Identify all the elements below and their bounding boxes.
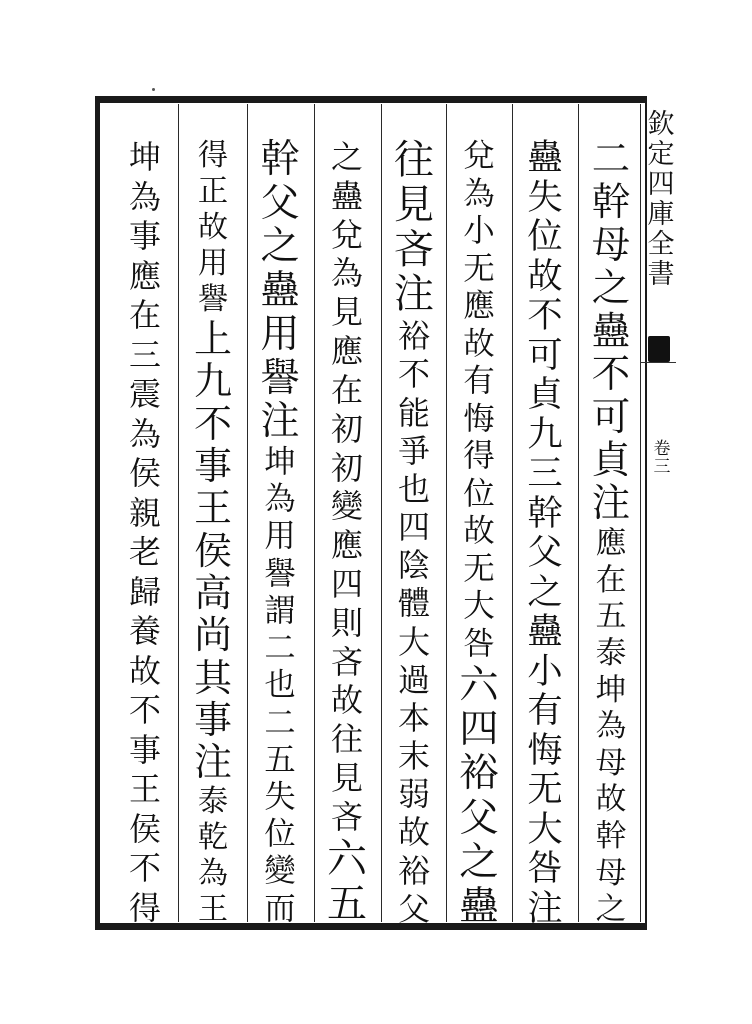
main-text-char: 三 (527, 453, 563, 494)
fishtail-mark (648, 336, 670, 362)
text-column-3 (446, 138, 512, 928)
text-column-7 (180, 138, 246, 928)
annotation-char: 五 (264, 741, 296, 778)
main-text-char: 王 (194, 486, 232, 531)
main-text-char: 注 (591, 481, 631, 527)
text-column-8 (112, 138, 178, 928)
annotation-char: 事 (128, 730, 161, 769)
annotation-char: 為 (128, 177, 161, 216)
annotation-char: 泰 (197, 783, 229, 819)
annotation-char: 侯 (128, 809, 161, 848)
annotation-char: 母 (595, 744, 627, 781)
main-text-char: 二 (591, 137, 631, 182)
volume-label-char: 三 (653, 457, 671, 477)
volume-label (651, 440, 673, 476)
annotation-block (321, 138, 373, 837)
annotation-char: 王 (197, 891, 229, 927)
annotation-char: 歸 (128, 572, 161, 611)
annotation-block (453, 138, 505, 663)
main-text-char: 注 (194, 740, 232, 785)
annotation-char: 應 (330, 526, 363, 565)
annotation-char: 兌 (463, 138, 495, 174)
annotation-block (585, 525, 637, 928)
annotation-char: 應 (595, 525, 627, 562)
annotation-char: 譽 (197, 282, 229, 318)
main-text-char: 故 (527, 255, 563, 297)
book-title-vertical (646, 110, 676, 290)
volume-label-char: 卷 (653, 439, 671, 459)
main-text-char: 四 (459, 706, 499, 753)
main-text-char: 五 (327, 881, 367, 928)
annotation-block (187, 138, 239, 318)
main-text-char: 母 (591, 223, 631, 269)
main-text-char: 蠱 (591, 309, 631, 355)
banxin-title-char: 欽 (647, 109, 675, 140)
annotation-char: 見 (330, 759, 363, 797)
annotation-char: 變 (264, 853, 296, 890)
annotation-char: 弱 (397, 775, 430, 814)
annotation-char: 母 (595, 854, 627, 891)
annotation-char: 而 (264, 890, 296, 927)
annotation-char: 蠱 (330, 176, 363, 215)
main-text-char: 幹 (260, 137, 300, 182)
annotation-char: 不 (128, 849, 161, 887)
main-text-char: 可 (527, 334, 563, 376)
annotation-char: 也 (264, 667, 296, 704)
main-text-char: 之 (527, 571, 563, 613)
annotation-char: 正 (197, 174, 229, 210)
banxin-title-char: 庫 (647, 199, 675, 230)
annotation-char: 養 (128, 612, 161, 650)
main-text-char: 可 (591, 395, 631, 441)
annotation-char: 王 (128, 770, 161, 808)
annotation-char: 末 (397, 737, 430, 776)
annotation-char: 為 (463, 175, 495, 212)
annotation-char: 為 (128, 414, 161, 453)
main-text-char: 悔 (527, 729, 563, 771)
annotation-char: 失 (264, 779, 296, 815)
annotation-char: 故 (330, 681, 363, 720)
annotation-char: 五 (595, 598, 627, 635)
annotation-char: 譽 (264, 555, 296, 592)
main-text-char: 裕 (459, 750, 499, 797)
main-text-char: 蠱 (527, 137, 563, 178)
annotation-char: 應 (128, 256, 161, 295)
banxin-center-column (644, 96, 674, 930)
annotation-char: 事 (128, 217, 161, 255)
main-text-char: 大 (527, 808, 563, 850)
annotation-char: 坤 (128, 138, 161, 176)
annotation-char: 則 (330, 603, 363, 642)
main-text-char: 小 (527, 650, 563, 692)
annotation-char: 在 (595, 561, 627, 598)
main-text-char: 事 (194, 444, 232, 489)
fishtail-rule (640, 362, 676, 363)
main-text-char: 注 (527, 887, 563, 929)
main-text-char: 其 (194, 655, 232, 700)
annotation-block (187, 784, 239, 928)
annotation-char: 爭 (397, 431, 430, 470)
annotation-char: 老 (128, 533, 161, 571)
main-text-char: 事 (194, 698, 232, 743)
annotation-char: 三 (128, 335, 161, 374)
main-text-char: 不 (591, 352, 631, 398)
main-text-char: 注 (394, 271, 434, 318)
annotation-char: 咎 (463, 625, 495, 662)
annotation-char: 之 (330, 138, 363, 176)
annotation-char: 用 (264, 518, 296, 555)
annotation-char: 坤 (595, 671, 627, 708)
annotation-char: 故 (397, 813, 430, 852)
annotation-char: 故 (595, 781, 627, 818)
main-text-char: 蠱 (260, 268, 300, 314)
main-text-char: 譽 (260, 355, 300, 401)
annotation-char: 為 (264, 481, 296, 518)
annotation-char: 故 (197, 210, 229, 246)
annotation-char: 不 (397, 355, 430, 394)
annotation-char: 謂 (264, 592, 296, 629)
annotation-char: 四 (330, 564, 363, 603)
main-text-char: 不 (527, 295, 563, 336)
annotation-char: 不 (128, 691, 161, 729)
text-column-6 (247, 138, 313, 928)
main-text-char: 見 (394, 181, 434, 228)
annotation-char: 本 (397, 698, 430, 737)
main-text-char: 貞 (527, 374, 563, 415)
main-text-char: 注 (260, 399, 300, 445)
main-text-char: 六 (327, 835, 367, 882)
annotation-char: 初 (330, 448, 363, 487)
main-text-char: 之 (591, 266, 631, 312)
annotation-char: 无 (463, 250, 495, 287)
annotation-char: 用 (197, 246, 229, 282)
main-text-char: 位 (527, 216, 563, 257)
annotation-char: 震 (128, 375, 161, 413)
main-text-char: 九 (194, 359, 232, 404)
annotation-char: 也 (397, 469, 430, 508)
column-rule (178, 104, 179, 922)
annotation-char: 得 (463, 438, 495, 475)
annotation-char: 小 (463, 213, 495, 250)
annotation-char: 大 (397, 622, 430, 661)
annotation-char: 過 (397, 660, 430, 699)
annotation-char: 二 (264, 630, 296, 667)
annotation-block (388, 317, 440, 928)
text-column-5 (314, 138, 380, 928)
text-column-1 (578, 138, 644, 928)
main-text-char: 父 (260, 180, 300, 226)
annotation-char: 大 (463, 588, 495, 625)
annotation-char: 在 (128, 296, 161, 334)
banxin-title-char: 書 (647, 259, 675, 290)
main-text-char: 蠱 (459, 882, 499, 929)
text-column-2 (512, 138, 578, 928)
main-text-char: 不 (194, 401, 232, 446)
annotation-char: 乾 (197, 819, 229, 855)
annotation-char: 應 (330, 332, 363, 371)
text-column-4 (381, 138, 447, 928)
annotation-char: 故 (128, 651, 161, 690)
annotation-char: 之 (595, 891, 627, 928)
annotation-char: 體 (397, 584, 430, 623)
main-text-char: 有 (527, 690, 563, 731)
main-text-char: 幹 (527, 492, 563, 534)
annotation-char: 二 (264, 704, 296, 741)
main-text-char: 往 (394, 137, 434, 183)
annotation-char: 吝 (330, 642, 363, 681)
annotation-char: 位 (264, 816, 296, 853)
annotation-char: 裕 (397, 851, 430, 890)
main-text-char: 九 (527, 413, 563, 455)
main-text-char: 失 (527, 176, 563, 218)
annotation-char: 悔 (463, 400, 495, 437)
main-text-char: 尚 (194, 613, 232, 658)
annotation-char: 侯 (128, 454, 161, 492)
ink-speck (152, 88, 155, 91)
main-text-char: 幹 (591, 180, 631, 226)
annotation-char: 故 (463, 325, 495, 362)
main-text-char: 上 (194, 317, 232, 362)
annotation-char: 親 (128, 493, 161, 532)
main-text-char: 咎 (527, 848, 563, 889)
annotation-char: 泰 (595, 634, 627, 671)
banxin-title-char: 定 (647, 139, 675, 170)
main-text-char: 六 (459, 662, 499, 709)
main-text-char: 吝 (394, 226, 434, 273)
annotation-char: 兌 (330, 215, 363, 254)
annotation-char: 四 (397, 508, 430, 547)
main-text-char: 侯 (194, 528, 232, 573)
main-text-char: 用 (260, 311, 300, 357)
annotation-char: 坤 (264, 444, 296, 481)
annotation-char: 裕 (397, 317, 430, 356)
main-text-char: 高 (194, 571, 232, 616)
annotation-block (119, 138, 171, 928)
annotation-char: 幹 (595, 818, 627, 855)
annotation-char: 為 (197, 855, 229, 891)
main-text-char: 父 (527, 532, 563, 573)
annotation-char: 初 (330, 409, 363, 448)
annotation-char: 變 (330, 487, 363, 526)
banxin-title-char: 四 (647, 169, 675, 200)
annotation-char: 位 (463, 475, 495, 512)
annotation-char: 得 (128, 888, 161, 927)
annotation-block (254, 444, 306, 928)
annotation-char: 故 (463, 513, 495, 550)
annotation-char: 父 (397, 889, 430, 928)
main-text-char: 蠱 (527, 611, 563, 652)
main-text-char: 貞 (591, 438, 631, 484)
annotation-char: 有 (463, 363, 495, 400)
main-text-char: 父 (459, 794, 499, 841)
annotation-char: 吝 (330, 797, 363, 836)
annotation-char: 能 (397, 393, 430, 432)
banxin-title-char: 全 (647, 229, 675, 260)
annotation-char: 應 (463, 288, 495, 325)
main-text-char: 无 (527, 769, 563, 810)
annotation-char: 无 (463, 550, 495, 587)
annotation-char: 為 (595, 708, 627, 745)
annotation-char: 往 (330, 720, 363, 759)
annotation-char: 得 (197, 138, 229, 173)
main-text-char: 之 (459, 838, 499, 885)
annotation-char: 見 (330, 293, 363, 332)
main-text-char: 之 (260, 224, 300, 270)
annotation-char: 在 (330, 370, 363, 409)
annotation-char: 陰 (397, 546, 430, 585)
annotation-char: 為 (330, 254, 363, 293)
